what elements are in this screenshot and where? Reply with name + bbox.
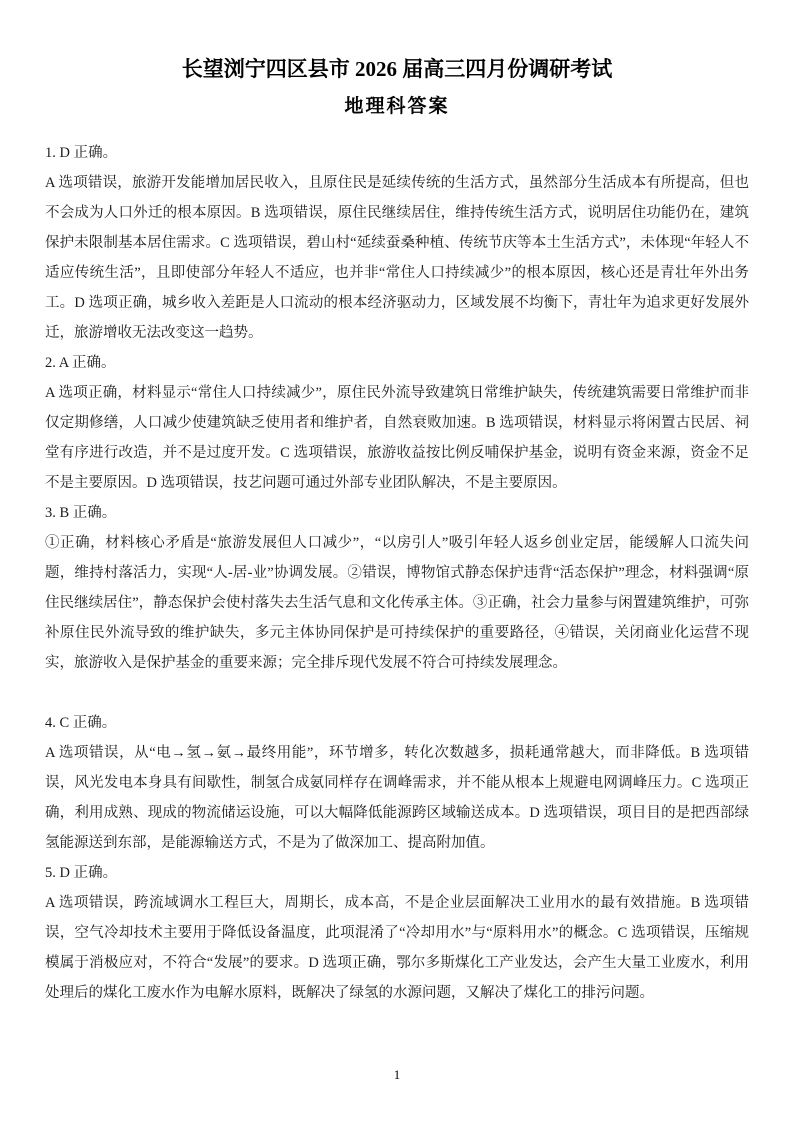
document-subtitle: 地理科答案	[344, 95, 450, 117]
answer-line: 3. B 正确。	[45, 504, 117, 521]
answer-line: 5. D 正确。	[45, 864, 118, 881]
answer-section-3	[45, 498, 749, 678]
answer-explanation: A 选项错误，从“电→氢→氨→最终用能”，环节增多，转化次数越多，损耗通常越大，而非降低。B 选项错误，风光发电本身具有间歇性，制氢合成氨同样存在调峰需求，并不能从根本上规避电网调峰压力。C 选项正确，利用成熟、现成的物流储运设施，可以大幅降低能源跨区域输送成本。D 选项错误，项目目的是把西部绿氢能源送到东部，是能源输送方式，不是为了做深加工、提高附加值。	[45, 744, 749, 851]
page-number: 1	[393, 1068, 401, 1082]
section-gap	[45, 678, 749, 708]
answer-explanation: A 选项错误，跨流域调水工程巨大，周期长，成本高，不是企业层面解决工业用水的最有效措施。B 选项错误，空气冷却技术主要用于降低设备温度，此项混淆了“冷却用水”与“原料用水”的概念。C 选项错误，压缩规模属于消极应对，不符合“发展”的要求。D 选项正确，鄂尔多斯煤化工产业发达，会产生大量工业废水，利用处理后的煤化工废水作为电解水原料，既解决了绿氢的水源问题，又解决了煤化工的排污问题。	[45, 894, 749, 1001]
document-body	[45, 138, 749, 1008]
answer-line: 1. D 正确。	[45, 144, 118, 161]
answer-section-1	[45, 138, 749, 348]
answer-section-4	[45, 708, 749, 858]
answer-explanation: ①正确，材料核心矛盾是“旅游发展但人口减少”，“以房引人”吸引年轻人返乡创业定居，能缓解人口流失问题，维持村落活力，实现“人-居-业”协调发展。②错误，博物馆式静态保护违背“活态保护”理念，材料强调“原住民继续居住”，静态保护会使村落失去生活气息和文化传承主体。③正确，社会力量参与闲置建筑维护，可弥补原住民外流导致的维护缺失，多元主体协同保护是可持续保护的重要路径，④错误，关闭商业化运营不现实，旅游收入是保护基金的重要来源；完全排斥现代发展不符合可持续发展理念。	[45, 534, 749, 671]
answer-section-5	[45, 858, 749, 1008]
answer-explanation: A 选项正确，材料显示“常住人口持续减少”，原住民外流导致建筑日常维护缺失，传统建筑需要日常维护而非仅定期修缮，人口减少使建筑缺乏使用者和维护者，自然衰败加速。B 选项错误，材料显示将闲置古民居、祠堂有序进行改造，并不是过度开发。C 选项错误，旅游收益按比例反哺保护基金，说明有资金来源，资金不足不是主要原因。D 选项错误，技艺问题可通过外部专业团队解决，不是主要原因。	[45, 384, 749, 491]
answer-explanation: A 选项错误，旅游开发能增加居民收入，且原住民是延续传统的生活方式，虽然部分生活成本有所提高，但也不会成为人口外迁的根本原因。B 选项错误，原住民继续居住，维持传统生活方式，说明居住功能仍在，建筑保护未限制基本居住需求。C 选项错误，碧山村“延续蚕桑种植、传统节庆等本土生活方式”，未体现“年轻人不适应传统生活”，且即使部分年轻人不适应，也并非“常住人口持续减少”的根本原因，核心还是青壮年外出务工。D 选项正确，城乡收入差距是人口流动的根本经济驱动力，区域发展不均衡下，青壮年为追求更好发展外迁，旅游增收无法改变这一趋势。	[45, 174, 749, 341]
document-title: 长望浏宁四区县市 2026 届高三四月份调研考试	[181, 57, 613, 81]
answer-line: 4. C 正确。	[45, 714, 117, 731]
answer-section-2	[45, 348, 749, 498]
answer-line: 2. A 正确。	[45, 354, 116, 371]
